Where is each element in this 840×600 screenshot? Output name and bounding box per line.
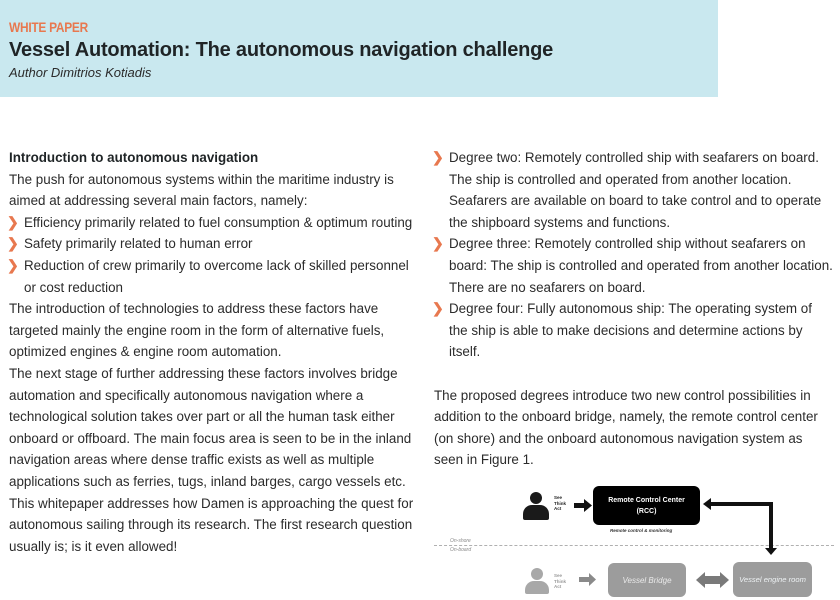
bullet-item: ❯ Reduction of crew primarily to overcome lack of skilled personnel or cost reduction — [7, 256, 409, 295]
on-shore-label: On-shore — [450, 538, 471, 544]
right-column — [434, 147, 834, 471]
paragraph: The next stage of further addressing these factors involves bridge automation and specifically autonomous navigation where a technological solution takes over part or all the human task either onboard or offboard. The main focus area is seen to be in the inland navigation areas where dense traffic exists as well as multiple applications such as ferries, tugs, inland barges, cargo vessels etc. This whitepaper addresses how Damen is approaching the quest for autonomous sailing through its research. The first research question usually is; is it even allowed! — [9, 365, 414, 554]
double-arrow-icon — [696, 572, 729, 588]
on-board-label: On-board — [450, 547, 472, 553]
header-banner — [0, 0, 718, 97]
arrow-right-icon — [574, 499, 592, 512]
chevron-icon: ❯ — [432, 300, 444, 317]
bullet-item: ❯ Degree two: Remotely controlled ship with seafarers on board. The ship is controlled and operated from another location. Seafarers are available on board to take control and to operate the shipboard systems and functions. — [432, 149, 822, 230]
chevron-icon: ❯ — [432, 235, 444, 252]
figure-arrows — [430, 476, 840, 600]
chevron-icon: ❯ — [432, 149, 444, 165]
rcc-caption: Remote control & monitoring — [610, 528, 673, 533]
bullet-item: ❯ Efficiency primarily related to fuel consumption & optimum routing — [9, 212, 419, 234]
chevron-icon: ❯ — [7, 235, 19, 252]
elbow-arrow-icon — [703, 498, 777, 555]
vessel-engine-room-box: Vessel engine room — [733, 562, 812, 597]
vessel-bridge-box: Vessel Bridge — [608, 563, 686, 597]
left-column — [9, 147, 419, 557]
see-think-act: See Think Act — [554, 573, 566, 589]
remote-control-center-box: Remote Control Center (RCC) — [593, 486, 700, 525]
figure-1 — [430, 476, 840, 600]
paragraph: The proposed degrees introduce two new control possibilities in addition to the onboard bridge, namely, the remote control center (on shore) and the onboard autonomous navigation system as seen in Figure 1. — [434, 387, 818, 468]
arrow-right-icon — [579, 573, 596, 586]
bullet-item: ❯ Degree four: Fully autonomous ship: The operating system of the ship is able to make decisions and determine actions by itself. — [432, 300, 812, 360]
see-think-act: See Think Act — [554, 495, 566, 511]
author: Author Dimitrios Kotiadis — [9, 65, 152, 80]
section-heading: Introduction to autonomous navigation — [9, 150, 259, 165]
bullet-item: ❯ Safety primarily related to human error — [9, 233, 419, 255]
page-title: Vessel Automation: The autonomous navigation challenge — [9, 39, 554, 61]
kicker: WHITE PAPER — [9, 19, 88, 35]
paragraph: The introduction of technologies to address these factors have targeted mainly the engine room in the form of alternative fuels, optimized engines & engine room automation. — [9, 301, 385, 360]
chevron-icon: ❯ — [7, 256, 19, 273]
bullet-item: ❯ Degree three: Remotely controlled ship without seafarers on board: The ship is controlled and operated from another location. There are no seafarers on board. — [432, 235, 833, 295]
intro-paragraph: The push for autonomous systems within the maritime industry is aimed at addressing several main factors, namely: — [9, 171, 394, 209]
chevron-icon: ❯ — [7, 213, 19, 230]
